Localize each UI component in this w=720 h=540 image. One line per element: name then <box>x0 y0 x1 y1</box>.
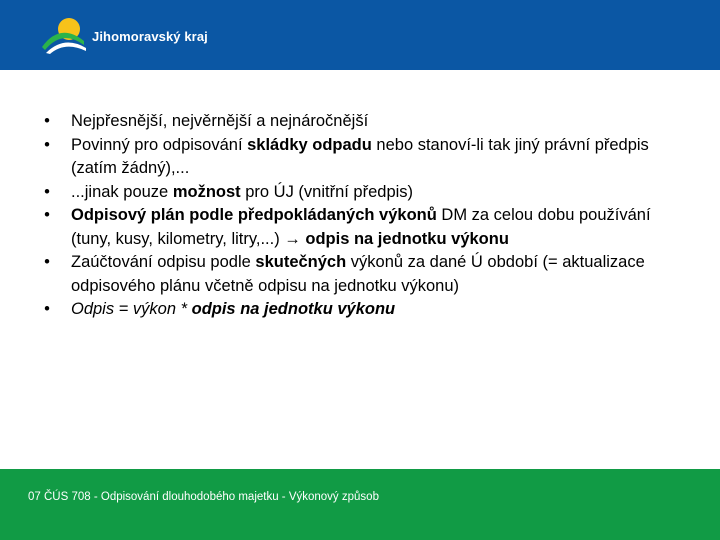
bullet-marker: • <box>44 112 50 130</box>
bullet-item <box>40 134 680 181</box>
bullet-text-segment: odpis na jednotku výkonu <box>191 300 396 318</box>
bullet-item <box>40 298 680 322</box>
bullet-text-segment: možnost <box>172 182 241 201</box>
bullet-marker: • <box>44 253 50 271</box>
bullet-text-segment: Zaúčtování odpisu podle <box>71 253 256 271</box>
brand-name: Jihomoravský kraj <box>92 29 208 44</box>
header-bar <box>0 0 720 70</box>
bullet-item <box>40 110 680 134</box>
bullet-marker: • <box>44 206 50 224</box>
bullet-text-segment: Nejpřesnější, nejvěrnější a nejnáročnější <box>71 112 369 130</box>
bullet-text-segment: odpis na jednotku výkonu <box>305 229 509 248</box>
bullet-marker: • <box>44 182 50 201</box>
bullet-text-segment: skutečných <box>255 253 347 271</box>
bullet-marker: • <box>44 300 50 318</box>
bullet-text-segment: výkonů za dané Ú období (= aktualizace odpisového plánu včetně odpisu na jednotku výkonu) <box>71 253 645 295</box>
bullet-text-segment: ...jinak pouze <box>71 182 173 201</box>
bullet-text-segment: Povinný pro odpisování <box>71 135 248 154</box>
bullet-text-segment: nebo stanoví-li tak jiný právní předpis (zatím žádný),... <box>71 135 649 177</box>
footer-text: 07 ČÚS 708 - Odpisování dlouhodobého majetku - Výkonový způsob <box>28 491 379 503</box>
bullet-text-segment: skládky odpadu <box>247 135 372 154</box>
footer-bar <box>0 469 720 540</box>
bullet-text-segment: Odpis = výkon * <box>71 300 192 318</box>
bullet-list <box>40 110 680 322</box>
bullet-text-segment: pro ÚJ (vnitřní předpis) <box>240 182 414 201</box>
bullet-item <box>40 251 680 298</box>
bullet-marker: • <box>44 135 50 154</box>
bullet-text-segment: Odpisový plán podle předpokládaných výkonů <box>71 206 437 224</box>
jmk-logo-icon <box>38 14 88 54</box>
bullet-text-segment: DM za celou dobu používání (tuny, kusy, kilometry, litry,...) → <box>71 206 651 248</box>
bullet-item <box>40 181 680 205</box>
bullet-item <box>40 204 680 251</box>
